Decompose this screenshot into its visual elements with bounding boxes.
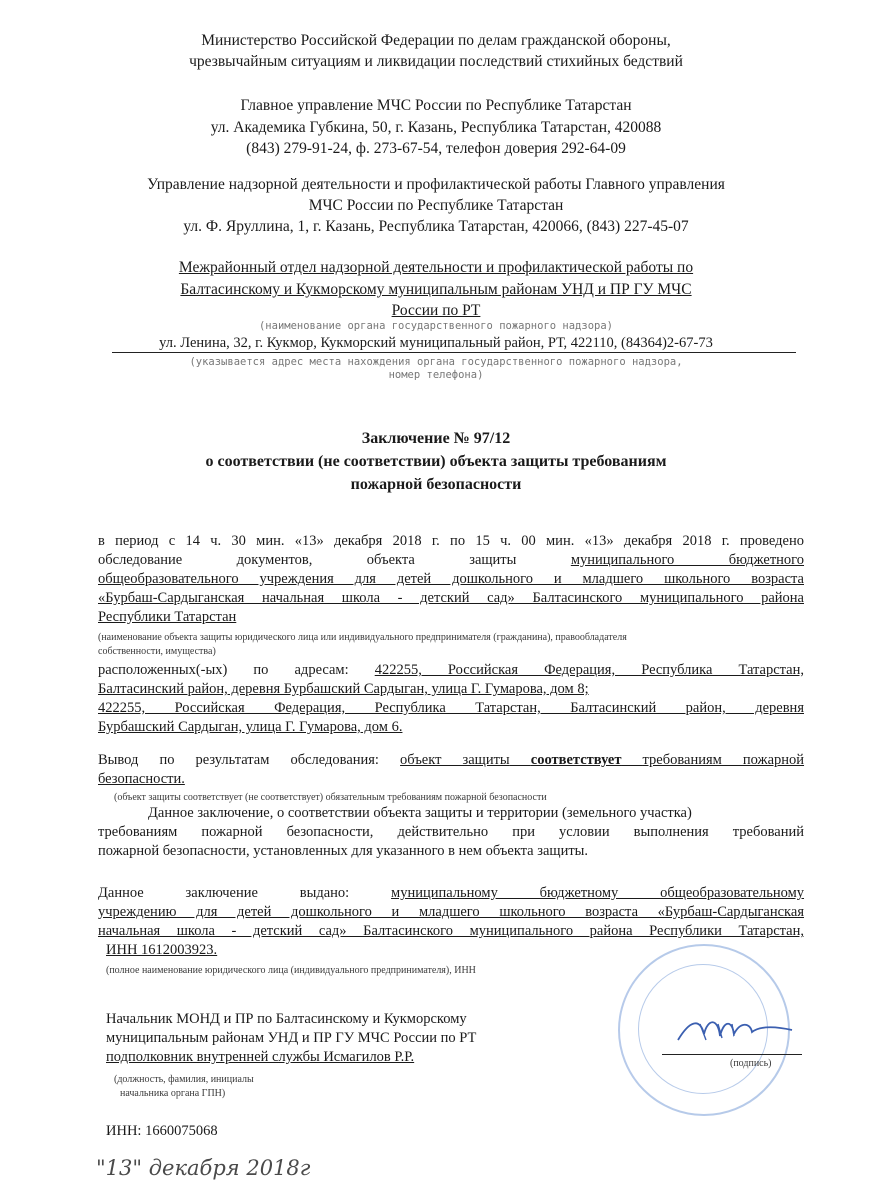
dept-caption: (наименование органа государственного пожарного надзора) — [258, 320, 613, 332]
address-caption1: (указывается адрес места нахождения органа государственного пожарного надзора, — [189, 356, 683, 368]
object-name-line4: Республики Татарстан — [98, 609, 237, 625]
period-line1: в период с 14 ч. 30 мин. «13» декабря 2018 г. по 15 ч. 00 мин. «13» декабря 2018 г. проведено — [98, 533, 804, 549]
object-caption2: собственности, имущества) — [98, 646, 216, 657]
conclusion-prefix: Вывод по результатам обследования: — [98, 752, 379, 768]
issued-inn: ИНН 1612003923. — [106, 942, 218, 958]
signatory-caption2: начальника органа ГПН) — [120, 1088, 226, 1099]
conclusion-verdict: соответствует — [530, 752, 622, 768]
conclusion-caption: (объект защиты соответствует (не соответствует) обязательным требованиям пожарной безопасности — [114, 792, 547, 803]
issued-line1 — [98, 884, 804, 903]
ministry-line1: Министерство Российской Федерации по делам гражданской обороны, — [201, 32, 671, 49]
issued-prefix: Данное заключение выдано: — [98, 885, 350, 901]
dept-line3: России по РТ — [391, 302, 481, 319]
conclusion-value-pre: объект защиты — [400, 752, 510, 768]
title-line3: пожарной безопасности — [350, 476, 522, 493]
address-line: ул. Ленина, 32, г. Кукмор, Кукморский муниципальный район, РТ, 422110, (84364)2-67-73 — [159, 335, 713, 351]
main-dept-line2: ул. Академика Губкина, 50, г. Казань, Республика Татарстан, 420088 — [210, 119, 662, 136]
supervision-line2: МЧС России по Республике Татарстан — [308, 197, 564, 214]
handwritten-date: "13" декабря 2018г — [96, 1156, 311, 1180]
address-underline — [112, 352, 796, 353]
address-value-start: 422255, Российская Федерация, Республика Татарстан, — [374, 662, 805, 678]
period-line2 — [98, 551, 804, 570]
conclusion-value-post: требованиям пожарной — [642, 752, 805, 768]
signatory-line2: муниципальным районам УНД и ПР ГУ МЧС России по РТ — [106, 1030, 477, 1046]
address-line3: 422255, Российская Федерация, Республика Татарстан, Балтасинский район, деревня — [98, 700, 804, 716]
title-line1: Заключение № 97/12 — [361, 430, 511, 447]
signatory-caption1: (должность, фамилия, инициалы — [114, 1074, 254, 1085]
validity-line3: пожарной безопасности, установленных для указанного в нем объекта защиты. — [98, 843, 589, 859]
conclusion-value — [400, 752, 804, 768]
object-name-start: муниципального бюджетного — [570, 552, 805, 568]
supervision-line1: Управление надзорной деятельности и профилактической работы Главного управления — [147, 176, 725, 193]
main-dept-line3: (843) 279-91-24, ф. 273-67-54, телефон доверия 292-64-09 — [246, 140, 626, 157]
dept-line2: Балтасинскому и Кукморскому муниципальным районам УНД и ПР ГУ МЧС — [180, 281, 692, 298]
signatory-line3: подполковник внутренней службы Исмагилов Р.Р. — [106, 1049, 415, 1065]
issued-value-start: муниципальному бюджетному общеобразовательному — [391, 885, 805, 901]
signature-caption: (подпись) — [730, 1058, 772, 1069]
issued-line3: начальная школа - детский сад» Балтасинского муниципального района Республики Татарстан, — [98, 923, 804, 939]
signatory-inn: ИНН: 1660075068 — [106, 1123, 218, 1139]
address-line2: Балтасинский район, деревня Бурбашский Сардыган, улица Г. Гумарова, дом 8; — [98, 681, 589, 697]
dept-line1: Межрайонный отдел надзорной деятельности и профилактической работы по — [178, 259, 694, 276]
address-caption2: номер телефона) — [388, 369, 484, 381]
validity-line1: Данное заключение, о соответствии объекта защиты и территории (земельного участка) — [148, 805, 692, 821]
signature-line — [662, 1054, 802, 1055]
address-prefix: расположенных(-ых) по адресам: — [98, 662, 349, 678]
signatory-line1: Начальник МОНД и ПР по Балтасинскому и Кукморскому — [106, 1011, 467, 1027]
object-name-line2: общеобразовательного учреждения для детей дошкольного и младшего школьного возраста — [98, 571, 804, 587]
issued-caption: (полное наименование юридического лица (индивидуального предпринимателя), ИНН — [106, 965, 476, 976]
object-caption1: (наименование объекта защиты юридического лица или индивидуального предпринимателя (гражданина), правообладателя — [98, 632, 627, 643]
period-line2-prefix: обследование документов, объекта защиты — [98, 552, 517, 568]
issued-line2: учреждению для детей дошкольного и младшего школьного возраста «Бурбаш-Сардыганская — [98, 904, 804, 920]
address-line1 — [98, 661, 804, 680]
validity-line2: требованиям пожарной безопасности, действительно при условии выполнения требований — [98, 824, 804, 840]
address-line4: Бурбашский Сардыган, улица Г. Гумарова, дом 6. — [98, 719, 403, 735]
main-dept-line1: Главное управление МЧС России по Республике Татарстан — [240, 97, 632, 114]
ministry-line2: чрезвычайным ситуациям и ликвидации последствий стихийных бедствий — [189, 53, 683, 70]
supervision-line3: ул. Ф. Яруллина, 1, г. Казань, Республика Татарстан, 420066, (843) 227-45-07 — [183, 218, 689, 235]
object-name-line3: «Бурбаш-Сардыганская начальная школа - детский сад» Балтасинского муниципального района — [98, 590, 804, 606]
conclusion-line1 — [98, 751, 804, 770]
signature-icon — [670, 1010, 800, 1050]
conclusion-line2: безопасности. — [98, 771, 185, 787]
title-line2: о соответствии (не соответствии) объекта защиты требованиям — [205, 453, 667, 470]
